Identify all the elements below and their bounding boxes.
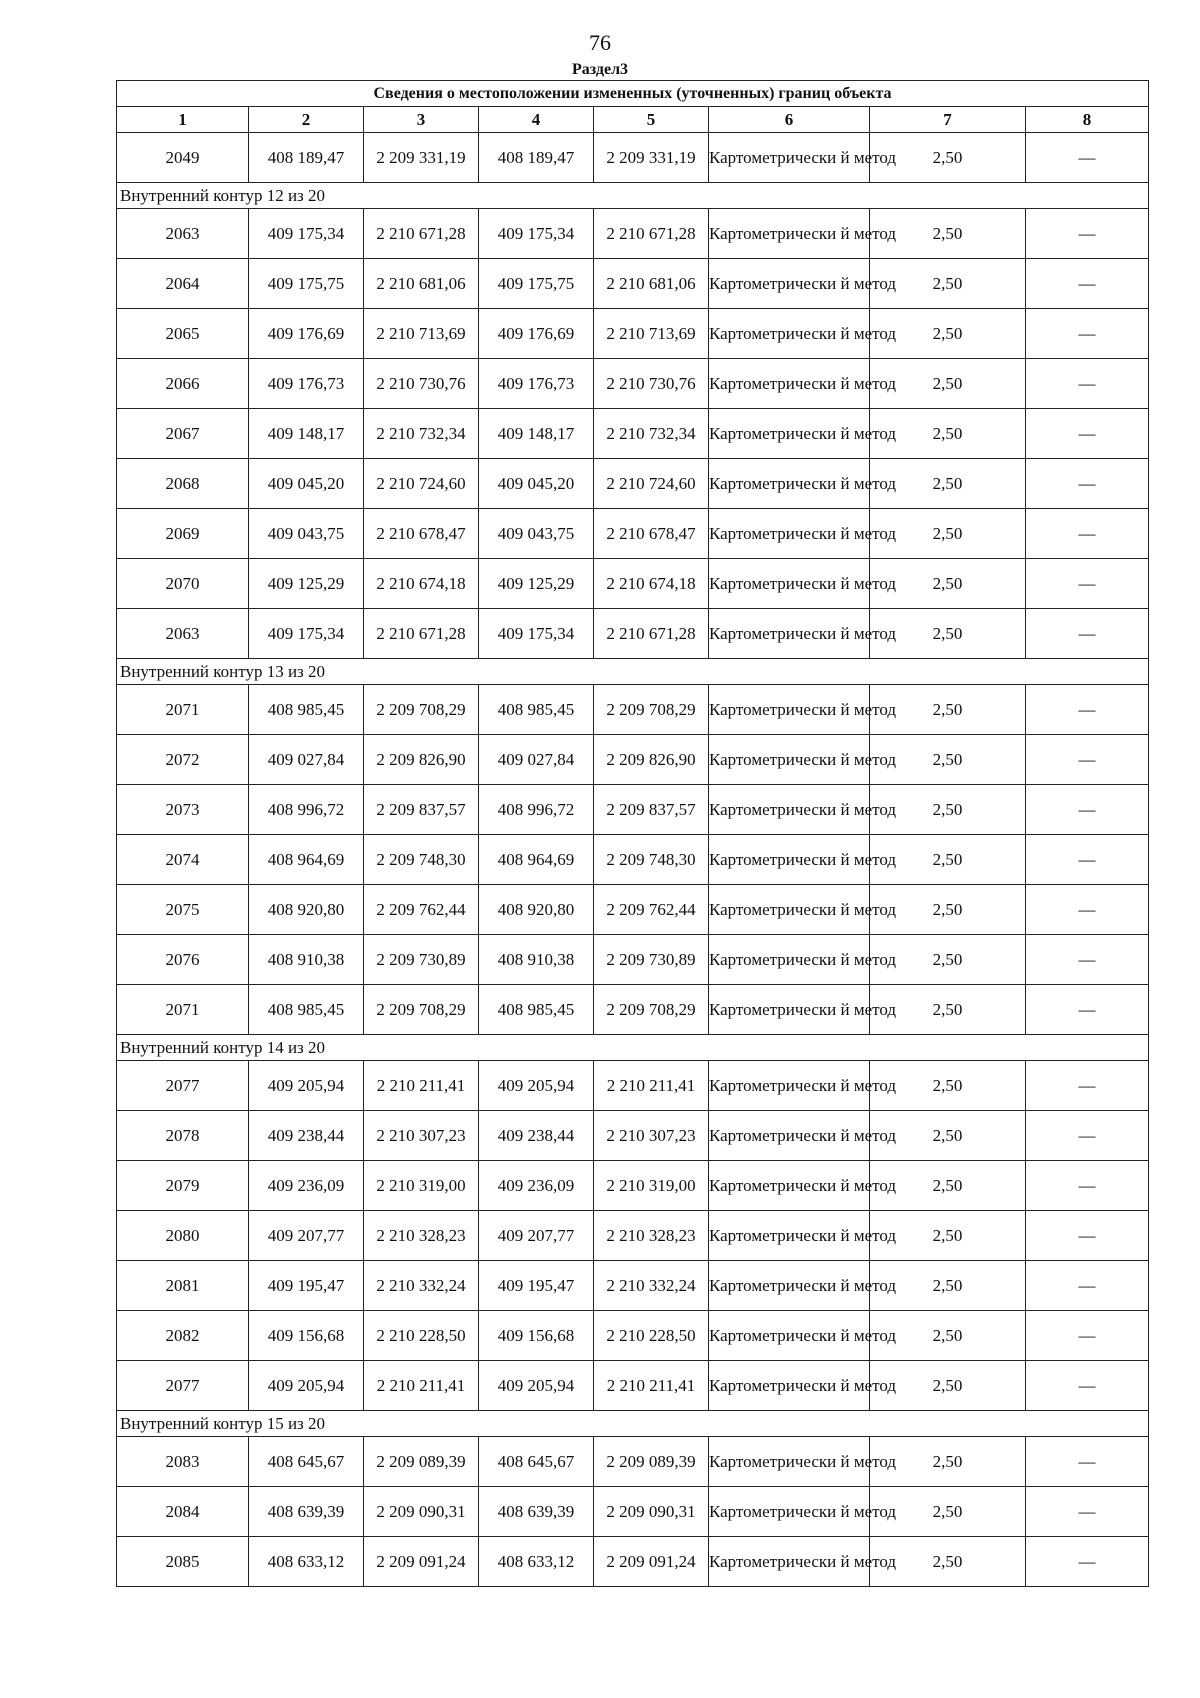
table-row bbox=[117, 1437, 1149, 1487]
x-old-cell: 409 176,69 bbox=[249, 309, 364, 359]
y-new-cell: 2 210 678,47 bbox=[594, 509, 709, 559]
point-number-cell: 2071 bbox=[117, 685, 249, 735]
table-row bbox=[117, 985, 1149, 1035]
contour-header-row bbox=[117, 659, 1149, 685]
method-cell: Картометрически й метод bbox=[709, 835, 870, 885]
x-old-cell: 409 027,84 bbox=[249, 735, 364, 785]
y-old-cell: 2 210 228,50 bbox=[364, 1311, 479, 1361]
table-row bbox=[117, 1111, 1149, 1161]
precision-cell: 2,50 bbox=[870, 835, 1026, 885]
x-new-cell: 409 148,17 bbox=[479, 409, 594, 459]
x-old-cell: 408 639,39 bbox=[249, 1487, 364, 1537]
description-cell: — bbox=[1026, 935, 1149, 985]
precision-cell: 2,50 bbox=[870, 359, 1026, 409]
y-new-cell: 2 209 089,39 bbox=[594, 1437, 709, 1487]
method-cell: Картометрически й метод bbox=[709, 1111, 870, 1161]
contour-label: Внутренний контур 12 из 20 bbox=[117, 183, 1149, 209]
table-row bbox=[117, 409, 1149, 459]
y-old-cell: 2 209 090,31 bbox=[364, 1487, 479, 1537]
x-new-cell: 408 985,45 bbox=[479, 685, 594, 735]
point-number-cell: 2073 bbox=[117, 785, 249, 835]
y-old-cell: 2 209 730,89 bbox=[364, 935, 479, 985]
method-cell: Картометрически й метод bbox=[709, 509, 870, 559]
y-new-cell: 2 209 090,31 bbox=[594, 1487, 709, 1537]
description-cell: — bbox=[1026, 735, 1149, 785]
column-header: 5 bbox=[594, 107, 709, 133]
precision-cell: 2,50 bbox=[870, 1161, 1026, 1211]
x-old-cell: 409 205,94 bbox=[249, 1361, 364, 1411]
y-old-cell: 2 210 319,00 bbox=[364, 1161, 479, 1211]
point-number-cell: 2081 bbox=[117, 1261, 249, 1311]
point-number-cell: 2077 bbox=[117, 1361, 249, 1411]
table-row bbox=[117, 359, 1149, 409]
description-cell: — bbox=[1026, 1161, 1149, 1211]
method-cell: Картометрически й метод bbox=[709, 133, 870, 183]
point-number-cell: 2080 bbox=[117, 1211, 249, 1261]
column-header: 8 bbox=[1026, 107, 1149, 133]
precision-cell: 2,50 bbox=[870, 509, 1026, 559]
contour-label: Внутренний контур 14 из 20 bbox=[117, 1035, 1149, 1061]
y-new-cell: 2 210 319,00 bbox=[594, 1161, 709, 1211]
x-old-cell: 408 985,45 bbox=[249, 985, 364, 1035]
y-new-cell: 2 209 708,29 bbox=[594, 685, 709, 735]
description-cell: — bbox=[1026, 985, 1149, 1035]
y-new-cell: 2 210 211,41 bbox=[594, 1361, 709, 1411]
x-old-cell: 409 175,75 bbox=[249, 259, 364, 309]
x-new-cell: 409 238,44 bbox=[479, 1111, 594, 1161]
x-old-cell: 409 175,34 bbox=[249, 209, 364, 259]
precision-cell: 2,50 bbox=[870, 985, 1026, 1035]
x-new-cell: 409 176,73 bbox=[479, 359, 594, 409]
table-caption: Сведения о местоположении измененных (уточненных) границ объекта bbox=[117, 81, 1149, 107]
y-new-cell: 2 210 211,41 bbox=[594, 1061, 709, 1111]
x-old-cell: 409 156,68 bbox=[249, 1311, 364, 1361]
description-cell: — bbox=[1026, 133, 1149, 183]
x-new-cell: 409 175,34 bbox=[479, 609, 594, 659]
x-new-cell: 409 205,94 bbox=[479, 1061, 594, 1111]
table-row bbox=[117, 935, 1149, 985]
contour-label: Внутренний контур 15 из 20 bbox=[117, 1411, 1149, 1437]
description-cell: — bbox=[1026, 685, 1149, 735]
y-old-cell: 2 210 678,47 bbox=[364, 509, 479, 559]
description-cell: — bbox=[1026, 209, 1149, 259]
column-header-row bbox=[117, 107, 1149, 133]
x-new-cell: 409 175,34 bbox=[479, 209, 594, 259]
y-old-cell: 2 210 713,69 bbox=[364, 309, 479, 359]
y-old-cell: 2 209 089,39 bbox=[364, 1437, 479, 1487]
description-cell: — bbox=[1026, 1361, 1149, 1411]
method-cell: Картометрически й метод bbox=[709, 685, 870, 735]
x-old-cell: 408 189,47 bbox=[249, 133, 364, 183]
table-row bbox=[117, 835, 1149, 885]
point-number-cell: 2070 bbox=[117, 559, 249, 609]
x-old-cell: 408 920,80 bbox=[249, 885, 364, 935]
table-row bbox=[117, 1311, 1149, 1361]
point-number-cell: 2082 bbox=[117, 1311, 249, 1361]
method-cell: Картометрически й метод bbox=[709, 1437, 870, 1487]
precision-cell: 2,50 bbox=[870, 1261, 1026, 1311]
point-number-cell: 2076 bbox=[117, 935, 249, 985]
table-row bbox=[117, 259, 1149, 309]
method-cell: Картометрически й метод bbox=[709, 1487, 870, 1537]
y-new-cell: 2 210 730,76 bbox=[594, 359, 709, 409]
precision-cell: 2,50 bbox=[870, 1487, 1026, 1537]
description-cell: — bbox=[1026, 609, 1149, 659]
y-old-cell: 2 209 708,29 bbox=[364, 985, 479, 1035]
precision-cell: 2,50 bbox=[870, 259, 1026, 309]
y-new-cell: 2 210 671,28 bbox=[594, 609, 709, 659]
y-old-cell: 2 209 331,19 bbox=[364, 133, 479, 183]
method-cell: Картометрически й метод bbox=[709, 1061, 870, 1111]
column-header: 6 bbox=[709, 107, 870, 133]
table-row bbox=[117, 735, 1149, 785]
point-number-cell: 2068 bbox=[117, 459, 249, 509]
x-old-cell: 409 207,77 bbox=[249, 1211, 364, 1261]
x-new-cell: 408 639,39 bbox=[479, 1487, 594, 1537]
method-cell: Картометрически й метод bbox=[709, 785, 870, 835]
y-old-cell: 2 210 671,28 bbox=[364, 209, 479, 259]
table-row bbox=[117, 1261, 1149, 1311]
x-old-cell: 409 045,20 bbox=[249, 459, 364, 509]
x-new-cell: 409 195,47 bbox=[479, 1261, 594, 1311]
description-cell: — bbox=[1026, 259, 1149, 309]
precision-cell: 2,50 bbox=[870, 209, 1026, 259]
method-cell: Картометрически й метод bbox=[709, 735, 870, 785]
precision-cell: 2,50 bbox=[870, 885, 1026, 935]
x-old-cell: 409 148,17 bbox=[249, 409, 364, 459]
table-row bbox=[117, 885, 1149, 935]
x-old-cell: 408 645,67 bbox=[249, 1437, 364, 1487]
y-old-cell: 2 210 674,18 bbox=[364, 559, 479, 609]
precision-cell: 2,50 bbox=[870, 1437, 1026, 1487]
x-new-cell: 408 189,47 bbox=[479, 133, 594, 183]
x-new-cell: 409 175,75 bbox=[479, 259, 594, 309]
point-number-cell: 2072 bbox=[117, 735, 249, 785]
y-old-cell: 2 209 748,30 bbox=[364, 835, 479, 885]
x-new-cell: 409 125,29 bbox=[479, 559, 594, 609]
method-cell: Картометрически й метод bbox=[709, 1211, 870, 1261]
point-number-cell: 2085 bbox=[117, 1537, 249, 1587]
description-cell: — bbox=[1026, 1311, 1149, 1361]
precision-cell: 2,50 bbox=[870, 1111, 1026, 1161]
method-cell: Картометрически й метод bbox=[709, 359, 870, 409]
method-cell: Картометрически й метод bbox=[709, 409, 870, 459]
x-old-cell: 409 205,94 bbox=[249, 1061, 364, 1111]
y-new-cell: 2 209 762,44 bbox=[594, 885, 709, 935]
y-new-cell: 2 210 732,34 bbox=[594, 409, 709, 459]
method-cell: Картометрически й метод bbox=[709, 1161, 870, 1211]
method-cell: Картометрически й метод bbox=[709, 309, 870, 359]
method-cell: Картометрически й метод bbox=[709, 1261, 870, 1311]
table-row bbox=[117, 609, 1149, 659]
y-new-cell: 2 209 837,57 bbox=[594, 785, 709, 835]
x-old-cell: 408 910,38 bbox=[249, 935, 364, 985]
y-new-cell: 2 210 681,06 bbox=[594, 259, 709, 309]
point-number-cell: 2083 bbox=[117, 1437, 249, 1487]
precision-cell: 2,50 bbox=[870, 1211, 1026, 1261]
section-title: Раздел3 bbox=[571, 61, 629, 78]
description-cell: — bbox=[1026, 1537, 1149, 1587]
x-old-cell: 409 043,75 bbox=[249, 509, 364, 559]
page-number: 76 bbox=[589, 30, 611, 55]
y-new-cell: 2 210 332,24 bbox=[594, 1261, 709, 1311]
y-new-cell: 2 209 091,24 bbox=[594, 1537, 709, 1587]
method-cell: Картометрически й метод bbox=[709, 559, 870, 609]
description-cell: — bbox=[1026, 885, 1149, 935]
x-new-cell: 408 910,38 bbox=[479, 935, 594, 985]
table-row bbox=[117, 459, 1149, 509]
precision-cell: 2,50 bbox=[870, 785, 1026, 835]
y-new-cell: 2 210 671,28 bbox=[594, 209, 709, 259]
point-number-cell: 2064 bbox=[117, 259, 249, 309]
precision-cell: 2,50 bbox=[870, 1537, 1026, 1587]
description-cell: — bbox=[1026, 359, 1149, 409]
point-number-cell: 2071 bbox=[117, 985, 249, 1035]
point-number-cell: 2069 bbox=[117, 509, 249, 559]
column-header: 2 bbox=[249, 107, 364, 133]
point-number-cell: 2075 bbox=[117, 885, 249, 935]
column-header: 4 bbox=[479, 107, 594, 133]
y-old-cell: 2 210 730,76 bbox=[364, 359, 479, 409]
precision-cell: 2,50 bbox=[870, 1311, 1026, 1361]
table-row bbox=[117, 1537, 1149, 1587]
x-new-cell: 409 205,94 bbox=[479, 1361, 594, 1411]
point-number-cell: 2084 bbox=[117, 1487, 249, 1537]
method-cell: Картометрически й метод bbox=[709, 885, 870, 935]
method-cell: Картометрически й метод bbox=[709, 259, 870, 309]
boundary-coordinates-table bbox=[116, 80, 1149, 1587]
point-number-cell: 2074 bbox=[117, 835, 249, 885]
point-number-cell: 2079 bbox=[117, 1161, 249, 1211]
precision-cell: 2,50 bbox=[870, 609, 1026, 659]
method-cell: Картометрически й метод bbox=[709, 609, 870, 659]
description-cell: — bbox=[1026, 309, 1149, 359]
x-new-cell: 409 236,09 bbox=[479, 1161, 594, 1211]
x-new-cell: 408 996,72 bbox=[479, 785, 594, 835]
table-row bbox=[117, 1211, 1149, 1261]
y-old-cell: 2 209 762,44 bbox=[364, 885, 479, 935]
precision-cell: 2,50 bbox=[870, 459, 1026, 509]
y-old-cell: 2 209 837,57 bbox=[364, 785, 479, 835]
column-header: 3 bbox=[364, 107, 479, 133]
point-number-cell: 2049 bbox=[117, 133, 249, 183]
method-cell: Картометрически й метод bbox=[709, 459, 870, 509]
method-cell: Картометрически й метод bbox=[709, 1537, 870, 1587]
y-old-cell: 2 210 724,60 bbox=[364, 459, 479, 509]
x-old-cell: 409 176,73 bbox=[249, 359, 364, 409]
point-number-cell: 2063 bbox=[117, 209, 249, 259]
description-cell: — bbox=[1026, 509, 1149, 559]
y-old-cell: 2 210 307,23 bbox=[364, 1111, 479, 1161]
y-old-cell: 2 210 681,06 bbox=[364, 259, 479, 309]
contour-header-row bbox=[117, 1411, 1149, 1437]
precision-cell: 2,50 bbox=[870, 559, 1026, 609]
precision-cell: 2,50 bbox=[870, 409, 1026, 459]
column-header: 1 bbox=[117, 107, 249, 133]
y-new-cell: 2 210 724,60 bbox=[594, 459, 709, 509]
method-cell: Картометрически й метод bbox=[709, 1361, 870, 1411]
x-new-cell: 408 920,80 bbox=[479, 885, 594, 935]
description-cell: — bbox=[1026, 459, 1149, 509]
table-row bbox=[117, 1161, 1149, 1211]
table-body bbox=[117, 133, 1149, 1587]
precision-cell: 2,50 bbox=[870, 935, 1026, 985]
y-old-cell: 2 210 732,34 bbox=[364, 409, 479, 459]
table-row bbox=[117, 785, 1149, 835]
x-new-cell: 409 207,77 bbox=[479, 1211, 594, 1261]
point-number-cell: 2066 bbox=[117, 359, 249, 409]
x-new-cell: 409 027,84 bbox=[479, 735, 594, 785]
x-old-cell: 409 195,47 bbox=[249, 1261, 364, 1311]
y-new-cell: 2 210 328,23 bbox=[594, 1211, 709, 1261]
y-new-cell: 2 210 674,18 bbox=[594, 559, 709, 609]
description-cell: — bbox=[1026, 1111, 1149, 1161]
x-new-cell: 408 645,67 bbox=[479, 1437, 594, 1487]
table-row bbox=[117, 1487, 1149, 1537]
table-row bbox=[117, 1061, 1149, 1111]
precision-cell: 2,50 bbox=[870, 735, 1026, 785]
y-new-cell: 2 209 826,90 bbox=[594, 735, 709, 785]
y-old-cell: 2 210 671,28 bbox=[364, 609, 479, 659]
description-cell: — bbox=[1026, 1437, 1149, 1487]
precision-cell: 2,50 bbox=[870, 685, 1026, 735]
point-number-cell: 2067 bbox=[117, 409, 249, 459]
x-new-cell: 408 964,69 bbox=[479, 835, 594, 885]
x-old-cell: 408 633,12 bbox=[249, 1537, 364, 1587]
x-old-cell: 408 996,72 bbox=[249, 785, 364, 835]
contour-header-row bbox=[117, 183, 1149, 209]
x-new-cell: 408 633,12 bbox=[479, 1537, 594, 1587]
x-new-cell: 409 045,20 bbox=[479, 459, 594, 509]
description-cell: — bbox=[1026, 1487, 1149, 1537]
x-old-cell: 408 985,45 bbox=[249, 685, 364, 735]
point-number-cell: 2065 bbox=[117, 309, 249, 359]
description-cell: — bbox=[1026, 785, 1149, 835]
x-old-cell: 409 236,09 bbox=[249, 1161, 364, 1211]
description-cell: — bbox=[1026, 1061, 1149, 1111]
x-old-cell: 409 175,34 bbox=[249, 609, 364, 659]
column-header: 7 bbox=[870, 107, 1026, 133]
table-row bbox=[117, 309, 1149, 359]
contour-header-row bbox=[117, 1035, 1149, 1061]
x-new-cell: 408 985,45 bbox=[479, 985, 594, 1035]
x-old-cell: 408 964,69 bbox=[249, 835, 364, 885]
x-old-cell: 409 125,29 bbox=[249, 559, 364, 609]
y-new-cell: 2 209 730,89 bbox=[594, 935, 709, 985]
y-new-cell: 2 209 331,19 bbox=[594, 133, 709, 183]
x-new-cell: 409 176,69 bbox=[479, 309, 594, 359]
table-row bbox=[117, 209, 1149, 259]
method-cell: Картометрически й метод bbox=[709, 209, 870, 259]
table-row bbox=[117, 685, 1149, 735]
x-new-cell: 409 156,68 bbox=[479, 1311, 594, 1361]
point-number-cell: 2063 bbox=[117, 609, 249, 659]
precision-cell: 2,50 bbox=[870, 133, 1026, 183]
precision-cell: 2,50 bbox=[870, 309, 1026, 359]
x-new-cell: 409 043,75 bbox=[479, 509, 594, 559]
y-old-cell: 2 210 328,23 bbox=[364, 1211, 479, 1261]
y-old-cell: 2 210 211,41 bbox=[364, 1061, 479, 1111]
y-new-cell: 2 210 228,50 bbox=[594, 1311, 709, 1361]
table-row bbox=[117, 509, 1149, 559]
y-old-cell: 2 209 826,90 bbox=[364, 735, 479, 785]
table-row bbox=[117, 1361, 1149, 1411]
precision-cell: 2,50 bbox=[870, 1061, 1026, 1111]
y-new-cell: 2 210 307,23 bbox=[594, 1111, 709, 1161]
precision-cell: 2,50 bbox=[870, 1361, 1026, 1411]
table-row bbox=[117, 559, 1149, 609]
contour-label: Внутренний контур 13 из 20 bbox=[117, 659, 1149, 685]
description-cell: — bbox=[1026, 1261, 1149, 1311]
description-cell: — bbox=[1026, 409, 1149, 459]
y-old-cell: 2 209 708,29 bbox=[364, 685, 479, 735]
table-row bbox=[117, 133, 1149, 183]
y-old-cell: 2 209 091,24 bbox=[364, 1537, 479, 1587]
y-new-cell: 2 209 708,29 bbox=[594, 985, 709, 1035]
y-new-cell: 2 209 748,30 bbox=[594, 835, 709, 885]
method-cell: Картометрически й метод bbox=[709, 985, 870, 1035]
description-cell: — bbox=[1026, 835, 1149, 885]
description-cell: — bbox=[1026, 559, 1149, 609]
y-old-cell: 2 210 211,41 bbox=[364, 1361, 479, 1411]
method-cell: Картометрически й метод bbox=[709, 1311, 870, 1361]
point-number-cell: 2077 bbox=[117, 1061, 249, 1111]
method-cell: Картометрически й метод bbox=[709, 935, 870, 985]
x-old-cell: 409 238,44 bbox=[249, 1111, 364, 1161]
y-old-cell: 2 210 332,24 bbox=[364, 1261, 479, 1311]
point-number-cell: 2078 bbox=[117, 1111, 249, 1161]
y-new-cell: 2 210 713,69 bbox=[594, 309, 709, 359]
description-cell: — bbox=[1026, 1211, 1149, 1261]
